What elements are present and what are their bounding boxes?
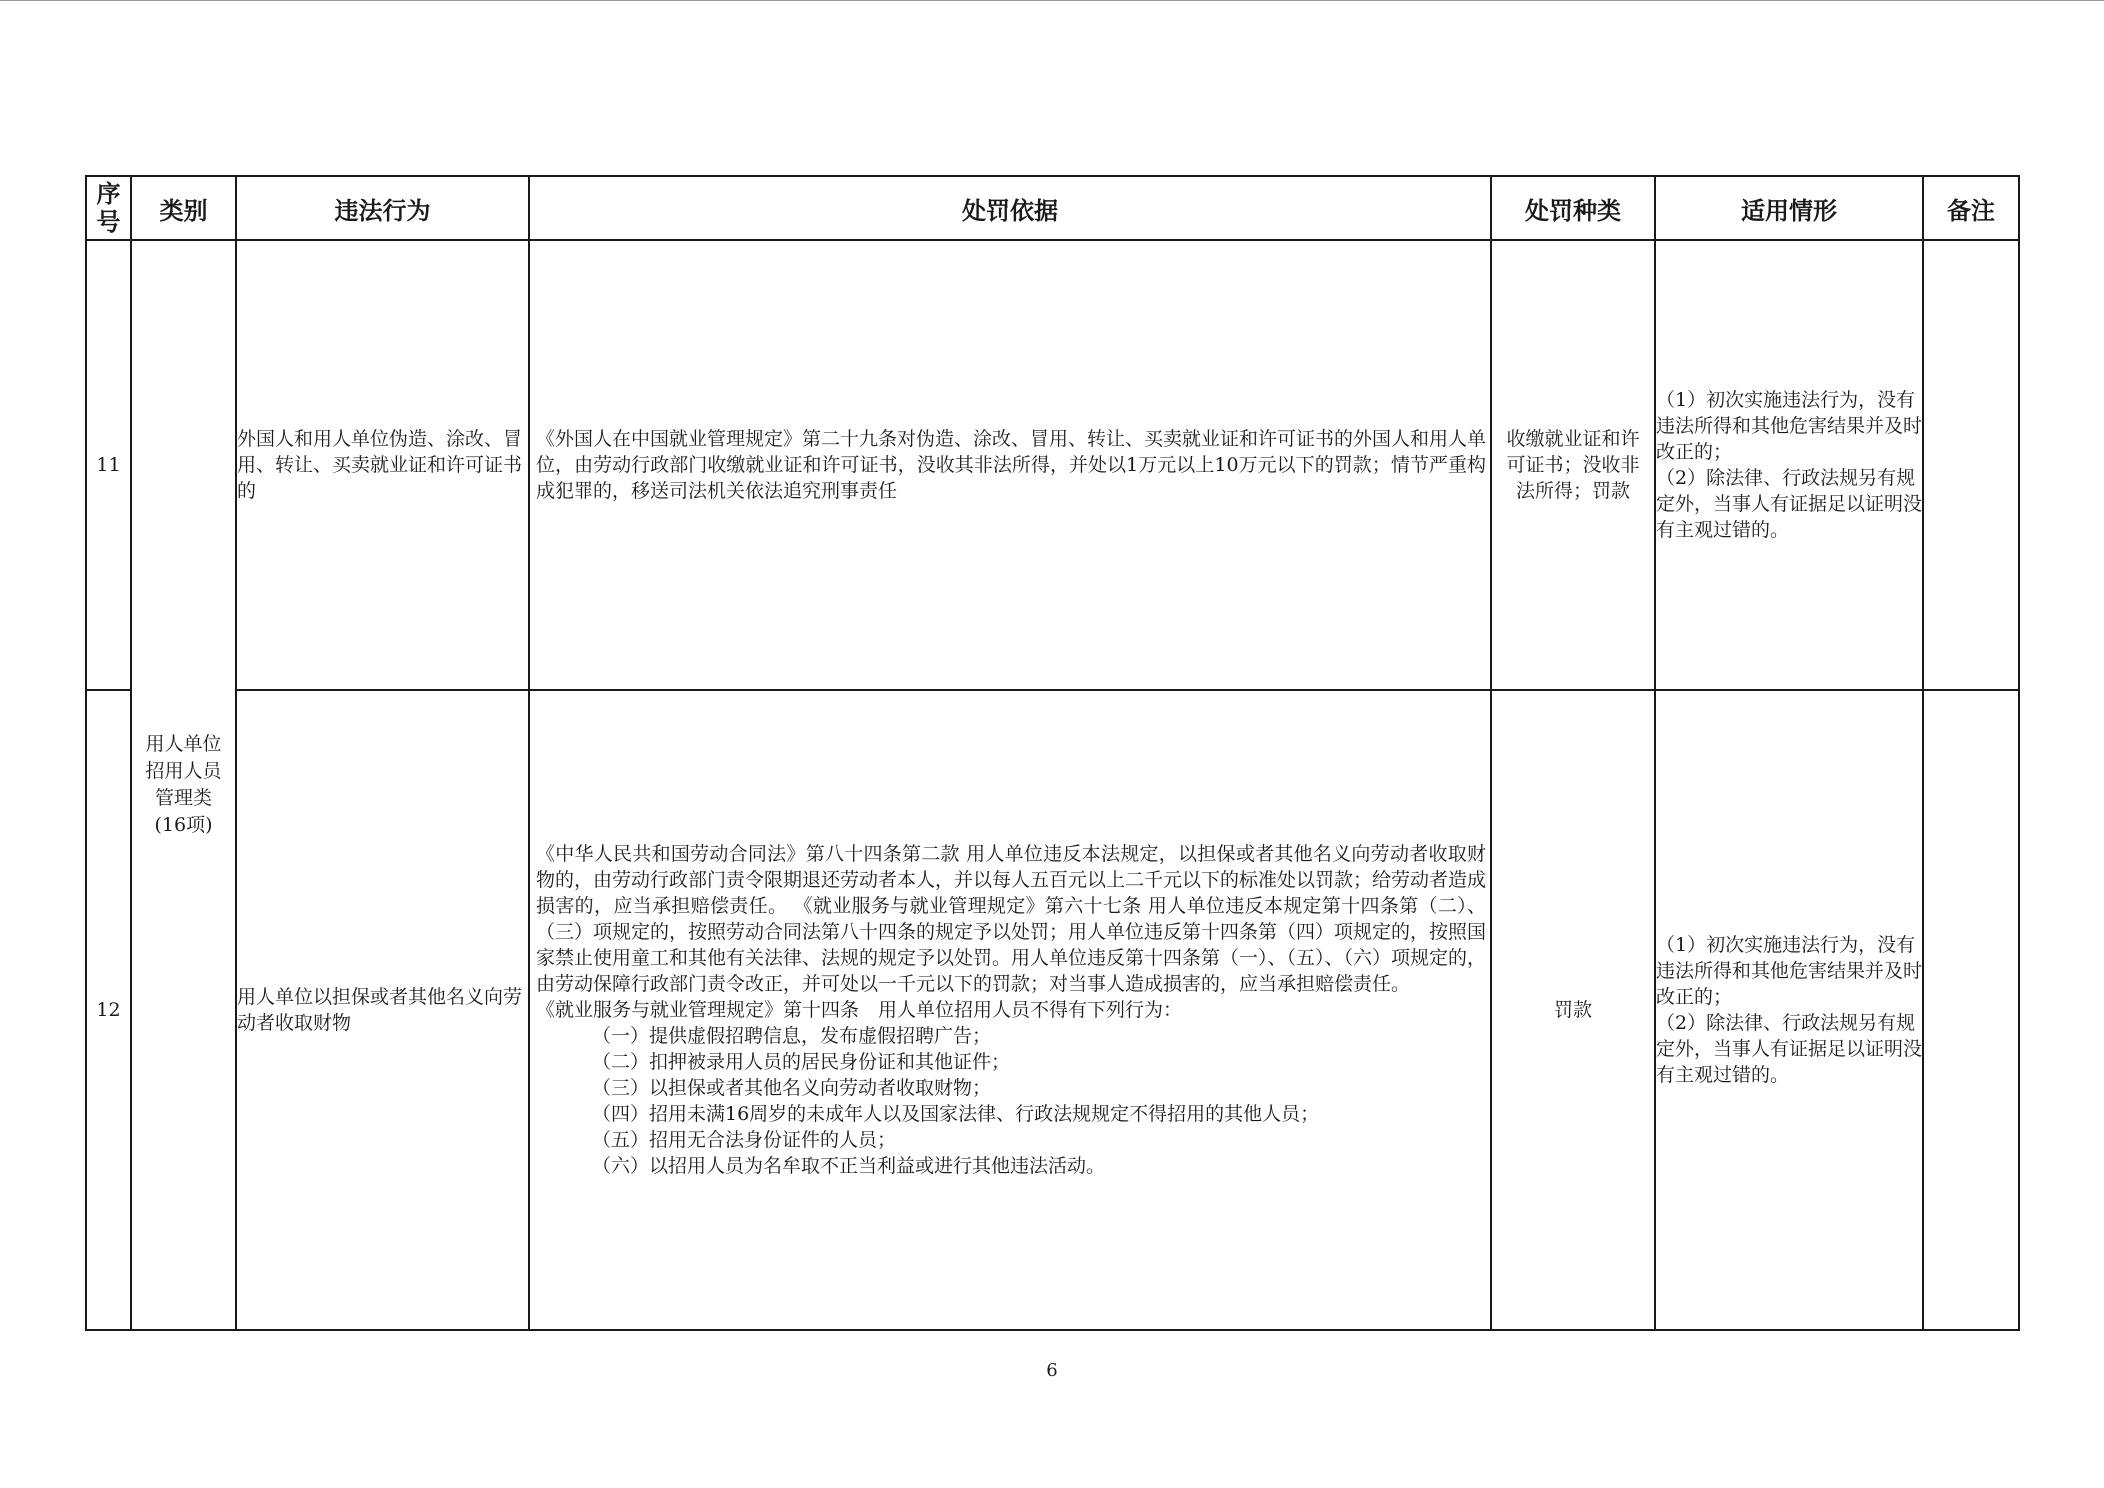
basis-text: 《外国人在中国就业管理规定》第二十九条对伪造、涂改、冒用、转让、买卖就业证和许可证书的外国人和用人单位，由劳动行政部门收缴就业证和许可证书，没收其非法所得，并处以1万元以上10万元以下的罚款；情节严重构成犯罪的，移送司法机关依法追究刑事责任 — [536, 428, 1487, 502]
category-cell — [131, 240, 236, 1330]
basis-article-intro: 《就业服务与就业管理规定》第十四条 用人单位招用人员不得有下列行为： — [536, 999, 1183, 1021]
header-remark: 备注 — [1923, 176, 2019, 240]
basis-list-item: （一）提供虚假招聘信息，发布虚假招聘广告； — [592, 1025, 992, 1047]
basis-list-item: （四）招用未满16周岁的未成年人以及国家法律、行政法规规定不得招用的其他人员； — [592, 1103, 1320, 1125]
basis-paragraph: 《中华人民共和国劳动合同法》第八十四条第二款 用人单位违反本法规定，以担保或者其他名义向劳动者收取财物的，由劳动行政部门责令限期退还劳动者本人，并以每人五百元以上二千元以下的标准处以罚款；给劳动者造成损害的，应当承担赔偿责任。 《就业服务与就业管理规定》第六十七条 用人单位违反本规定第十四条第（二）、（三）项规定的，按照劳动合同法第八十四条的规定予以处罚；用人单位违反第十四条第（四）项规定的，按照国家禁止使用童工和其他有关法律、法规的规定予以处罚。用人单位违反第十四条第（一）、（五）、（六）项规定的，由劳动保障行政部门责令改正，并可处以一千元以下的罚款；对当事人造成损害的，应当承担赔偿责任。 — [536, 843, 1487, 995]
basis-cell — [529, 240, 1491, 690]
remark-cell — [1923, 690, 2019, 1330]
violation-cell: 用人单位以担保或者其他名义向劳动者收取财物 — [236, 690, 529, 1330]
basis-cell — [529, 690, 1491, 1330]
applicable-case-2: （2）除法律、行政法规另有规定外，当事人有证据足以证明没有主观过错的。 — [1656, 1012, 1923, 1086]
basis-list-item: （六）以招用人员为名牟取不正当利益或进行其他违法活动。 — [592, 1155, 1106, 1177]
category-label: 用人单位招用人员管理类(16项) — [145, 733, 222, 836]
top-border-line — [0, 0, 2104, 1]
row-number: 12 — [86, 690, 131, 1330]
applicable-case-1: （1）初次实施违法行为，没有违法所得和其他危害结果并及时改正的； — [1656, 389, 1923, 463]
applicable-cell — [1655, 690, 1923, 1330]
basis-text — [530, 841, 1490, 1179]
table-row — [86, 240, 2019, 690]
header-row — [86, 176, 2019, 240]
basis-list-item: （五）招用无合法身份证件的人员； — [592, 1129, 897, 1151]
header-penalty-type: 处罚种类 — [1491, 176, 1655, 240]
header-basis: 处罚依据 — [529, 176, 1491, 240]
basis-list-item: （二）扣押被录用人员的居民身份证和其他证件； — [592, 1051, 1011, 1073]
basis-list-item: （三）以担保或者其他名义向劳动者收取财物； — [592, 1077, 992, 1099]
header-violation: 违法行为 — [236, 176, 529, 240]
penalty-type-text: 收缴就业证和许可证书；没收非法所得；罚款 — [1506, 428, 1640, 502]
applicable-case-2: （2）除法律、行政法规另有规定外，当事人有证据足以证明没有主观过错的。 — [1656, 467, 1923, 541]
header-applicable: 适用情形 — [1655, 176, 1923, 240]
penalty-type-cell: 罚款 — [1491, 690, 1655, 1330]
header-no: 序号 — [86, 176, 131, 240]
table-row — [86, 690, 2019, 1330]
applicable-case-1: （1）初次实施违法行为，没有违法所得和其他危害结果并及时改正的； — [1656, 934, 1923, 1008]
penalty-table — [85, 175, 2020, 1331]
remark-cell — [1923, 240, 2019, 690]
page-number: 6 — [1046, 1360, 1058, 1381]
applicable-cell — [1655, 240, 1923, 690]
row-number: 11 — [86, 240, 131, 690]
header-category: 类别 — [131, 176, 236, 240]
penalty-type-cell — [1491, 240, 1655, 690]
violation-cell: 外国人和用人单位伪造、涂改、冒用、转让、买卖就业证和许可证书的 — [236, 240, 529, 690]
